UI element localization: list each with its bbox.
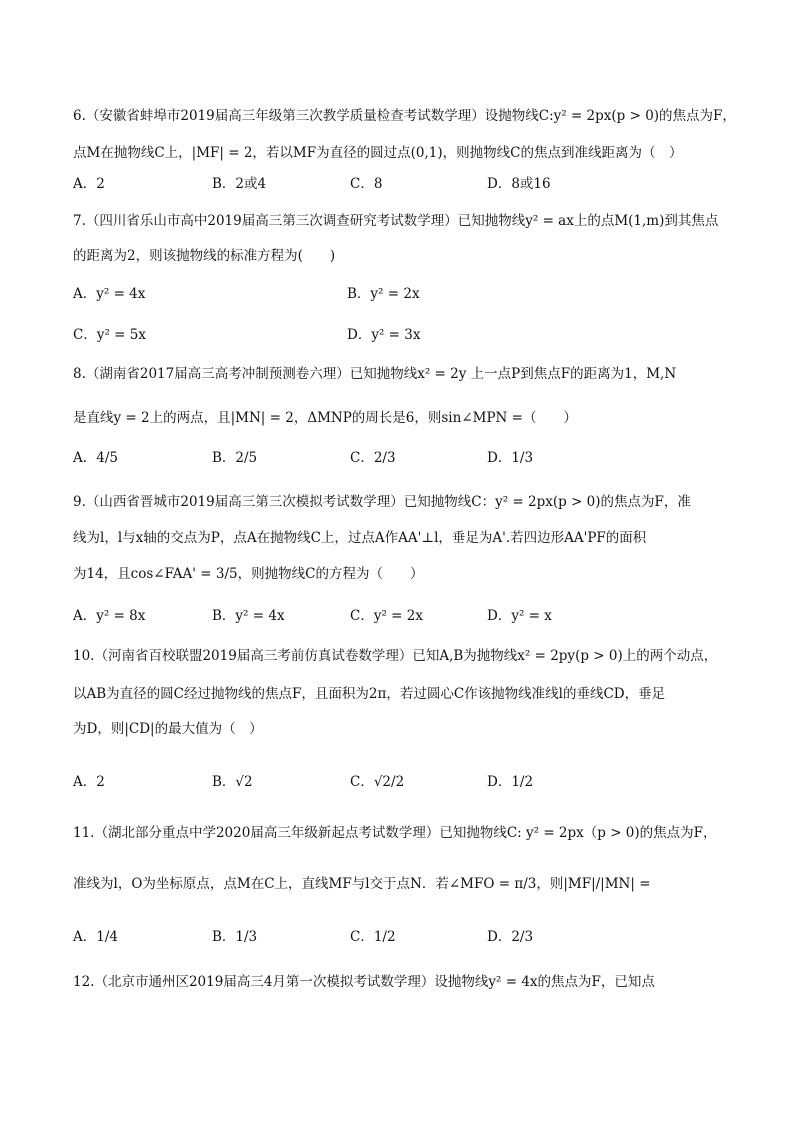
q10-option-c: C．√2/2	[350, 774, 405, 790]
q6-option-a: A．2	[73, 176, 105, 192]
q9-stem-line1: 9.（山西省晋城市2019届高三第三次模拟考试数学理）已知抛物线C：y² = 2px(p > 0)的焦点为F，准	[73, 494, 691, 510]
q10-option-b: B．√2	[212, 774, 253, 790]
q11-option-c: C．1/2	[350, 929, 396, 945]
q8-option-d: D．1/3	[487, 450, 534, 466]
q8-stem-line2: 是直线y = 2上的两点，且|MN| = 2，ΔMNP的周长是6，则sin∠MPN =（ ）	[73, 410, 577, 426]
q11-stem-line1: 11.（湖北部分重点中学2020届高三年级新起点考试数学理）已知抛物线C: y² = 2px（p > 0)的焦点为F，	[73, 825, 717, 841]
q6-option-c: C．8	[350, 176, 383, 192]
q9-option-a: A．y² = 8x	[73, 608, 146, 624]
q11-option-d: D．2/3	[487, 929, 534, 945]
q10-stem-line1: 10.（河南省百校联盟2019届高三考前仿真试卷数学理）已知A,B为抛物线x² = 2py(p > 0)上的两个动点，	[73, 648, 718, 664]
q8-option-a: A．4/5	[73, 450, 118, 466]
q10-stem-line3: 为D，则|CD|的最大值为（ ）	[73, 721, 263, 737]
q7-option-b: B．y² = 2x	[347, 286, 420, 302]
q7-option-a: A．y² = 4x	[73, 286, 146, 302]
q9-option-b: B．y² = 4x	[212, 608, 285, 624]
q11-option-a: A．1/4	[73, 929, 118, 945]
q6-stem-line2: 点M在抛物线C上，|MF| = 2，若以MF为直径的圆过点(0,1)，则抛物线C的焦点到准线距离为（ ）	[73, 145, 683, 161]
q11-stem-line2: 准线为l，O为坐标原点，点M在C上，直线MF与l交于点N．若∠MFO = π/3，则|MF|/|MN| =	[73, 876, 651, 892]
q12-stem-line1: 12.（北京市通州区2019届高三4月第一次模拟考试数学理）设抛物线y² = 4x的焦点为F，已知点	[73, 974, 655, 990]
q6-option-d: D．8或16	[487, 176, 551, 192]
q6-option-b: B．2或4	[212, 176, 267, 192]
q8-option-c: C．2/3	[350, 450, 396, 466]
q10-option-d: D．1/2	[487, 774, 534, 790]
q6-stem-line1: 6.（安徽省蚌埠市2019届高三年级第三次教学质量检查考试数学理）设抛物线C:y² = 2px(p > 0)的焦点为F，	[73, 108, 736, 124]
q10-option-a: A．2	[73, 774, 105, 790]
q10-stem-line2: 以AB为直径的圆C经过抛物线的焦点F，且面积为2π，若过圆心C作该抛物线准线l的垂线CD，垂足	[73, 686, 666, 702]
q7-option-c: C．y² = 5x	[73, 327, 146, 343]
q9-stem-line2: 线为l，l与x轴的交点为P，点A在抛物线C上，过点A作AA'⊥l，垂足为A'.若四边形AA'PF的面积	[73, 530, 647, 546]
q9-option-c: C．y² = 2x	[350, 608, 423, 624]
q9-option-d: D．y² = x	[487, 608, 552, 624]
q7-option-d: D．y² = 3x	[347, 327, 421, 343]
q11-option-b: B．1/3	[212, 929, 258, 945]
q8-stem-line1: 8.（湖南省2017届高三高考冲制预测卷六理）已知抛物线x² = 2y 上一点P到焦点F的距离为1，M,N	[73, 366, 677, 382]
q7-stem-line1: 7.（四川省乐山市高中2019届高三第三次调查研究考试数学理）已知抛物线y² = ax上的点M(1,m)到其焦点	[73, 213, 719, 229]
q9-stem-line3: 为14，且cos∠FAA' = 3/5，则抛物线C的方程为（ ）	[73, 566, 424, 582]
q8-option-b: B．2/5	[212, 450, 258, 466]
q7-stem-line2: 的距离为2，则该抛物线的标准方程为( )	[73, 248, 336, 264]
